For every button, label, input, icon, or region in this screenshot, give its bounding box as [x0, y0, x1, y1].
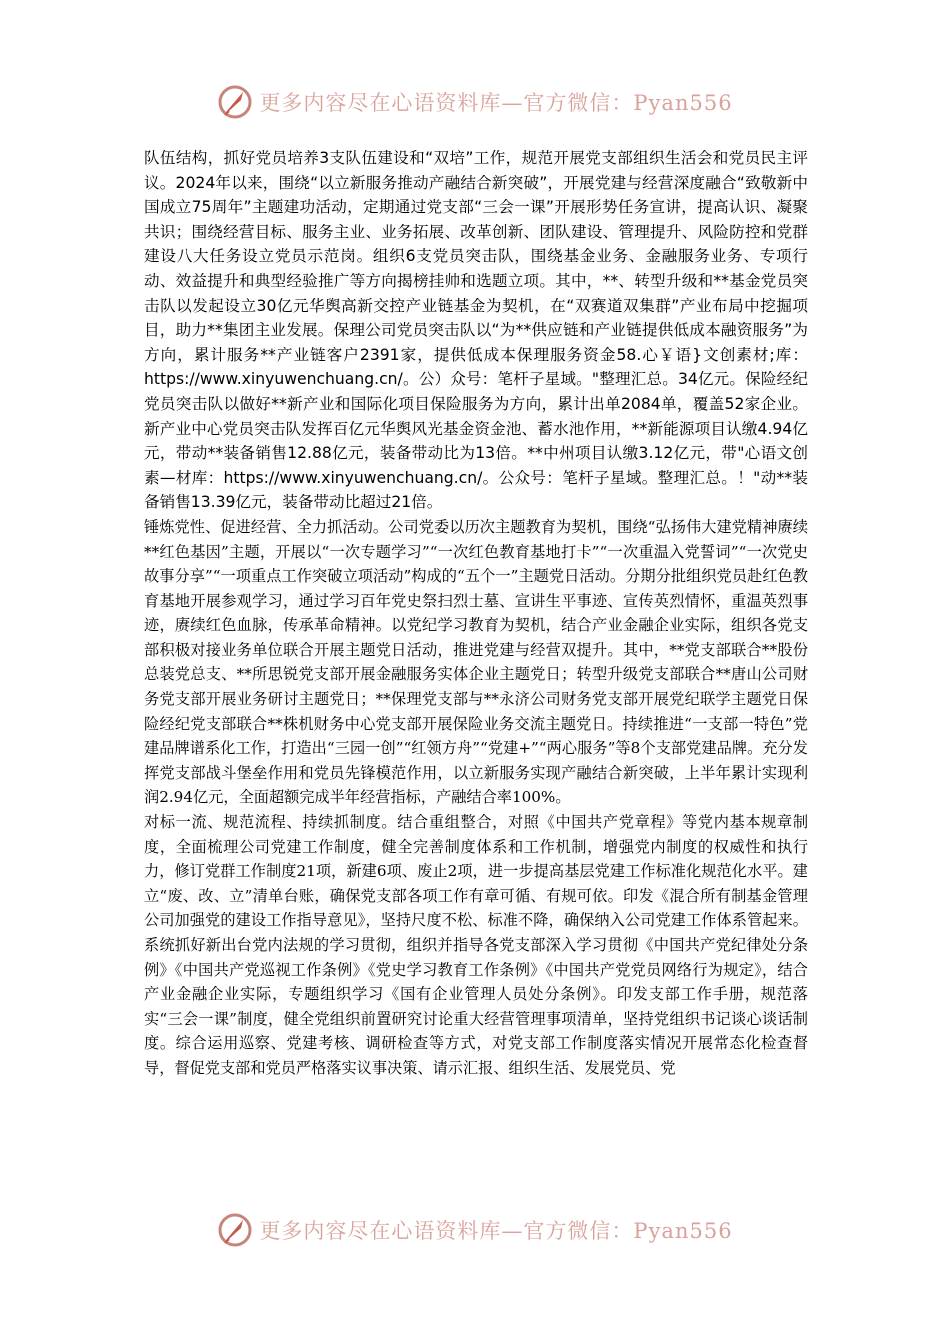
- paragraph-party-system-building: 对标一流、规范流程、持续抓制度。结合重组整合，对照《中国共产党章程》等党内基本规章制度，全面梳理公司党建工作制度，健全完善制度体系和工作机制，增强党内制度的权威性和执行力，修订党群工作制度21项，新建6项、废止2项，进一步提高基层党建工作标准化规范化水平。建立“废、改、立”清单台账，确保党支部各项工作有章可循、有规可依。印发《混合所有制基金管理公司加强党的建设工作指导意见》，坚持尺度不松、标准不降，确保纳入公司党建工作体系管起来。系统抓好新出台党内法规的学习贯彻，组织并指导各党支部深入学习贯彻《中国共产党纪律处分条例》《中国共产党巡视工作条例》《党史学习教育工作条例》《中国共产党党员网络行为规定》，结合产业金融企业实际，专题组织学习《国有企业管理人员处分条例》。印发支部工作手册，规范落实“三会一课”制度，健全党组织前置研究讨论重大经营管理事项清单，坚持党组织书记谈心谈话制度。综合运用巡察、党建考核、调研检查等方式，对党支部工作制度落实情况开展常态化检查督导，督促党支部和党员严格落实议事决策、请示汇报、组织生活、发展党员、党: [144, 813, 808, 1077]
- watermark-text: 更多内容尽在心语资料库—官方微信：Pyan556: [259, 91, 733, 115]
- quill-logo-icon: [217, 84, 253, 120]
- paragraph-party-team-building: 队伍结构，抓好党员培养3支队伍建设和“双培”工作，规范开展党支部组织生活会和党员民主评议。2024年以来，围绕“以立新服务推动产融结合新突破”，开展党建与经营深度融合“致敬新中国成立75周年”主题建功活动，定期通过党支部“三会一课”开展形势任务宣讲，提高认识、凝聚共识；围绕经营目标、服务主业、业务拓展、改革创新、团队建设、管理提升、风险防控和党群建设八大任务设立党员示范岗。组织6支党员突击队，围绕基金业务、金融服务业务、专项行动、效益提升和典型经验推广等方向揭榜挂帅和选题立项。其中，**、转型升级和**基金党员突击队以发起设立30亿元华舆高新交控产业链基金为契机，在“双赛道双集群”产业布局中挖掘项目，助力**集团主业发展。保理公司党员突击队以“为**供应链和产业链提供低成本融资服务”为方向，累计服务**产业链客户2391家，提供低成本保理服务资金58.心￥语}文创素材;库：https://www.xinyuwenchuang.cn/。公）众号：笔杆子星域。"整理汇总。34亿元。保险经纪党员突击队以做好**新产业和国际化项目保险服务为方向，累计出单2084单，覆盖52家企业。新产业中心党员突击队发挥百亿元华舆风光基金资金池、蓄水池作用，**新能源项目认缴4.94亿元，带动**装备销售12.88亿元，装备带动比为13倍。**中州项目认缴3.12亿元，带"心语文创素—材库：https://www.xinyuwenchuang.cn/。公众号：笔杆子星域。整理汇总。！"动**装备销售13.39亿元，装备带动比超过21倍。: [144, 149, 808, 512]
- quill-logo-icon: [217, 1212, 253, 1248]
- footer-watermark-banner: [0, 1210, 950, 1250]
- paragraph-party-activities: 锤炼党性、促进经营、全力抓活动。公司党委以历次主题教育为契机，围绕“弘扬伟大建党精神赓续**红色基因”主题，开展以“一次专题学习”“一次红色教育基地打卡”“一次重温入党誓词”“一次党史故事分享”“一项重点工作突破立项活动”构成的“五个一”主题党日活动。分期分批组织党员赴红色教育基地开展参观学习，通过学习百年党史祭扫烈士墓、宣讲生平事迹、宣传英烈情怀，重温英烈事迹，赓续红色血脉，传承革命精神。以党纪学习教育为契机，结合产业金融企业实际，组织各党支部积极对接业务单位联合开展主题党日活动，推进党建与经营双提升。其中，**党支部联合**股份总装党总支、**所思锐党支部开展金融服务实体企业主题党日；转型升级党支部联合**唐山公司财务党支部开展业务研讨主题党日；**保理党支部与**永济公司财务党支部开展党纪联学主题党日保险经纪党支部联合**株机财务中心党支部开展保险业务交流主题党日。持续推进“一支部一特色”党建品牌谱系化工作，打造出“三园一创”“红领方舟”“党建+”“两心服务”等8个支部党建品牌。充分发挥党支部战斗堡垒作用和党员先锋模范作用，以立新服务实现产融结合新突破，上半年累计实现利润2.94亿元，全面超额完成半年经营指标，产融结合率100%。: [144, 517, 808, 807]
- header-watermark-banner: [0, 82, 950, 122]
- document-body: [144, 146, 808, 1081]
- watermark-text: 更多内容尽在心语资料库—官方微信：Pyan556: [259, 1219, 733, 1243]
